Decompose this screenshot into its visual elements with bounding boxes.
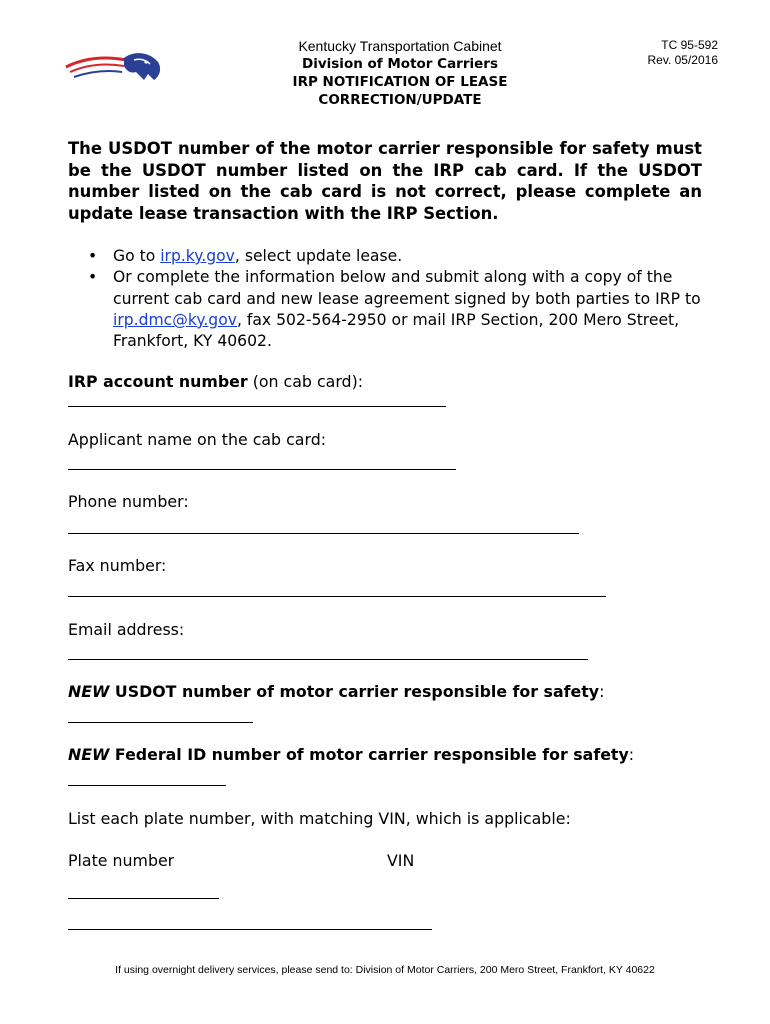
kytc-logo-icon <box>64 50 164 86</box>
bullet-text: , select update lease. <box>234 247 403 265</box>
phone-input[interactable] <box>68 533 579 534</box>
bullet-marker: • <box>88 268 98 287</box>
form-id-block <box>648 38 719 68</box>
bullet-text: Go to <box>113 247 161 265</box>
new-fedid-label <box>68 745 634 765</box>
form-title-line2: CORRECTION/UPDATE <box>318 92 482 108</box>
list-item <box>68 246 708 267</box>
email-input[interactable] <box>68 659 588 660</box>
new-usdot-label <box>68 682 604 702</box>
bullet-text: Or complete the information below and submit along with a copy of the current cab card and new lease agreement signed by both parties to IRP to <box>113 268 701 308</box>
division-name: Division of Motor Carriers <box>302 56 498 72</box>
instructions-list <box>68 246 708 352</box>
bullet-text: , fax 502-564-2950 or mail IRP Section, 200 Mero Street, Frankfort, KY 40602. <box>113 310 680 351</box>
list-item <box>68 267 708 352</box>
irp-account-input[interactable] <box>68 406 446 407</box>
agency-name: Kentucky Transportation Cabinet <box>298 38 502 54</box>
plate-number-header: Plate number <box>68 851 175 870</box>
form-revision: Rev. 05/2016 <box>647 53 718 67</box>
fax-input[interactable] <box>68 596 606 597</box>
email-label: Email address: <box>68 620 185 639</box>
label-colon: : <box>599 682 605 701</box>
form-number: TC 95-592 <box>661 38 718 52</box>
plate-list-instruction: List each plate number, with matching VIN, which is applicable: <box>68 809 571 828</box>
vin-header: VIN <box>387 851 415 870</box>
applicant-name-label: Applicant name on the cab card: <box>68 430 327 449</box>
plate-number-input[interactable] <box>68 898 219 899</box>
form-header <box>250 37 550 109</box>
new-usdot-input[interactable] <box>68 722 253 723</box>
fax-label: Fax number: <box>68 556 167 575</box>
bullet-marker: • <box>88 247 98 265</box>
new-fedid-input[interactable] <box>68 785 226 786</box>
footer-note: If using overnight delivery services, please send to: Division of Motor Carriers, 200 Mero Street, Frankfort, KY 40622 <box>115 964 655 976</box>
usdot-label-text: USDOT number of motor carrier responsible for safety <box>109 682 600 701</box>
plate-vin-input[interactable] <box>68 929 432 930</box>
irp-email-link[interactable]: irp.dmc@ky.gov <box>113 310 237 329</box>
irp-website-link[interactable]: irp.ky.gov <box>160 247 235 265</box>
new-emphasis: NEW <box>68 745 110 764</box>
irp-account-label-rest: (on cab card): <box>247 372 364 391</box>
intro-paragraph: The USDOT number of the motor carrier responsible for safety must be the USDOT number listed on the IRP cab card. If the USDOT number listed on the cab card is not correct, please complete an update lease transaction with the IRP Section. <box>68 139 702 223</box>
irp-account-label-bold: IRP account number <box>68 372 248 391</box>
phone-label: Phone number: <box>68 492 189 511</box>
fedid-label-text: Federal ID number of motor carrier responsible for safety <box>109 745 629 764</box>
form-title-line1: IRP NOTIFICATION OF LEASE <box>292 74 508 90</box>
new-emphasis: NEW <box>68 682 110 701</box>
irp-account-label <box>68 372 363 392</box>
label-colon: : <box>628 745 635 764</box>
applicant-name-input[interactable] <box>68 469 456 470</box>
